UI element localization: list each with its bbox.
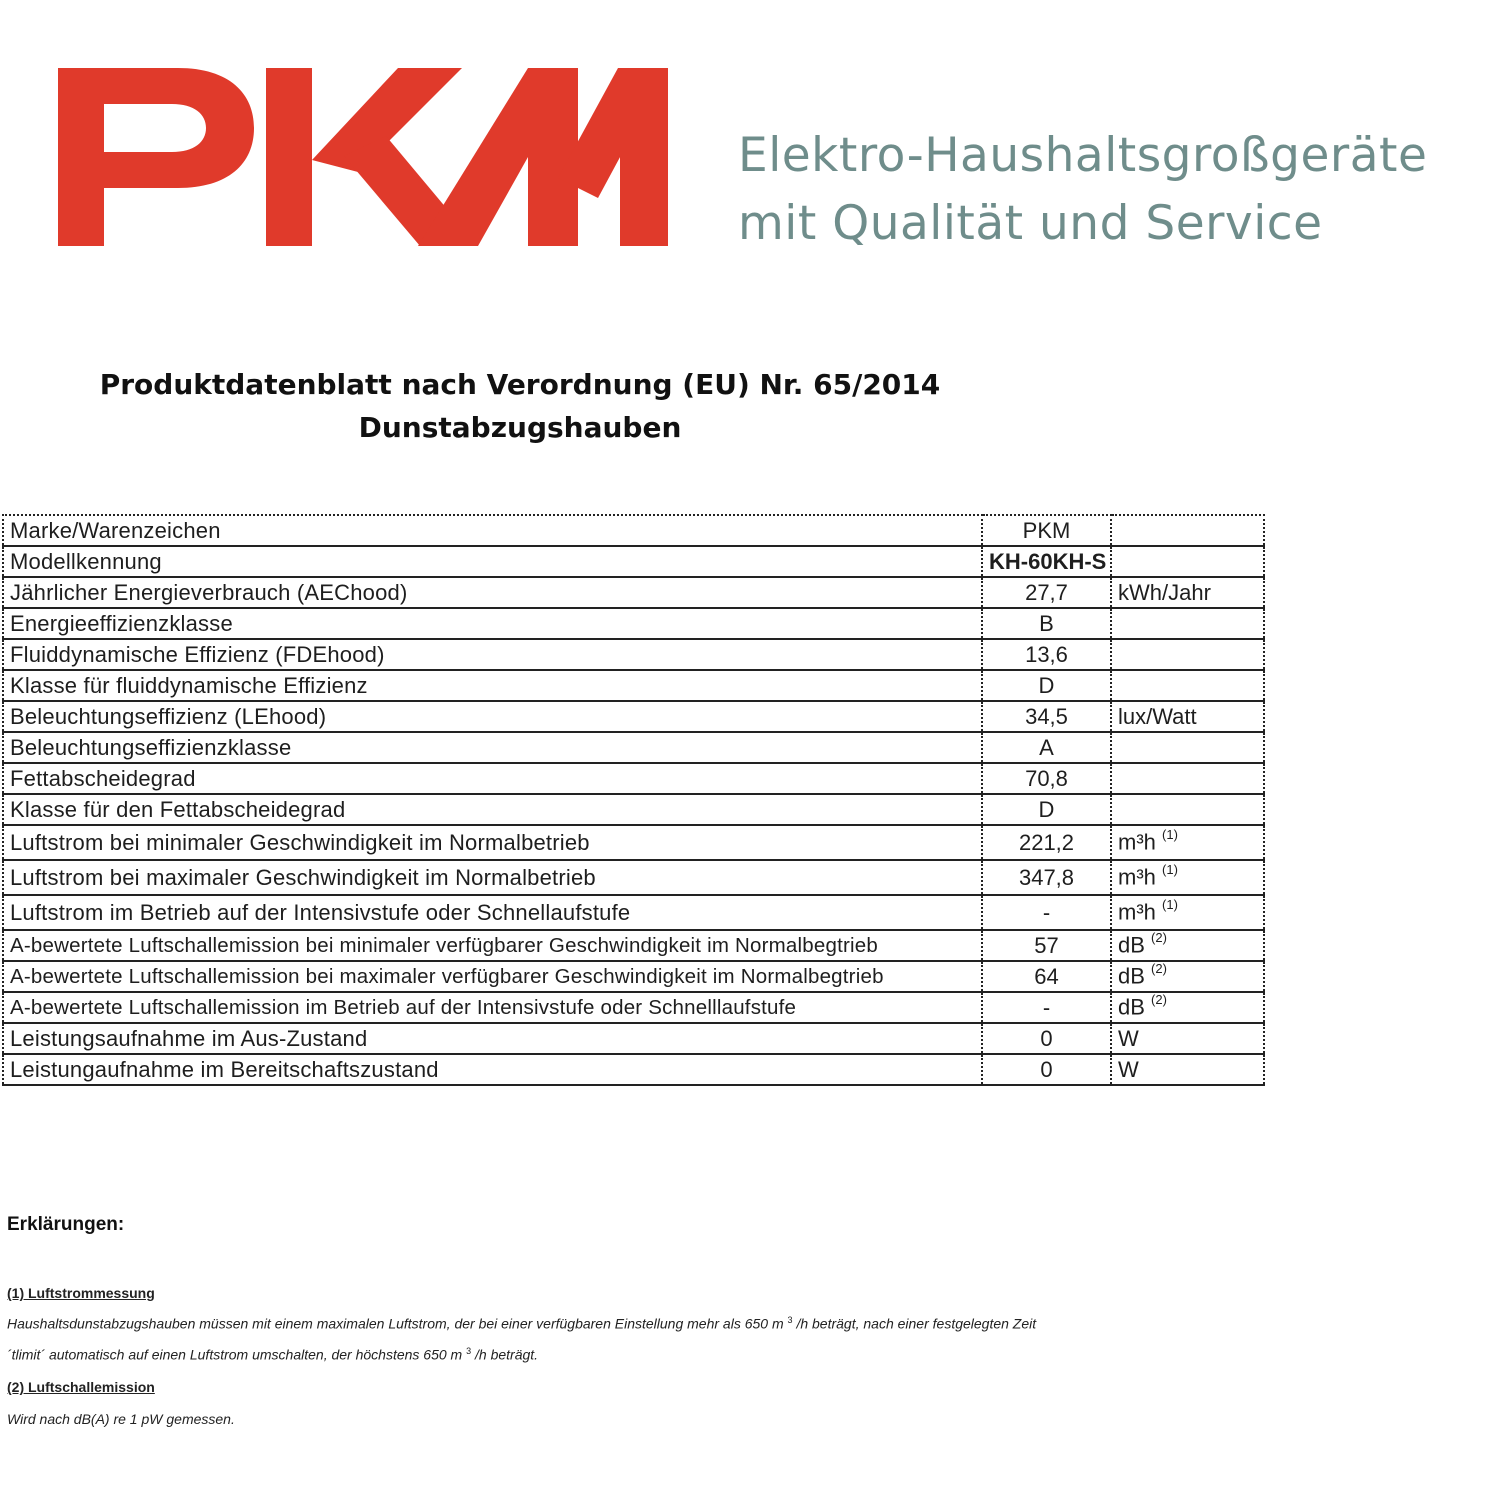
note-1-line-2-sup: 3 xyxy=(466,1346,472,1356)
row-label: Fluiddynamische Effizienz (FDEhood) xyxy=(3,639,982,670)
row-unit xyxy=(1111,701,1264,732)
row-unit xyxy=(1111,794,1264,825)
table-row xyxy=(3,895,1264,930)
row-unit xyxy=(1111,639,1264,670)
table-row xyxy=(3,860,1264,895)
note-1-line-1 xyxy=(7,1315,1036,1332)
row-unit xyxy=(1111,825,1264,860)
row-value: B xyxy=(982,608,1111,639)
row-label: Luftstrom bei maximaler Geschwindigkeit im Normalbetrieb xyxy=(3,860,982,895)
row-value: PKM xyxy=(982,515,1111,546)
table-row xyxy=(3,763,1264,794)
row-unit-text: m³h xyxy=(1118,899,1156,925)
table-row xyxy=(3,1023,1264,1054)
note-1-line-2-text: ´tlimit´ automatisch auf einen Luftstrom umschalten, der höchstens 650 m xyxy=(7,1346,463,1363)
row-unit xyxy=(1111,961,1264,992)
row-unit xyxy=(1111,670,1264,701)
row-label: Luftstrom im Betrieb auf der Intensivstufe oder Schnellaufstufe xyxy=(3,895,982,930)
document-title: Produktdatenblatt nach Verordnung (EU) Nr. 65/2014 xyxy=(99,368,941,401)
row-unit-text: W xyxy=(1118,1056,1139,1082)
row-unit-text: dB xyxy=(1118,963,1145,989)
note-1-title: (1) Luftstrommessung xyxy=(7,1285,155,1301)
table-row xyxy=(3,515,1264,546)
row-label: Energieeffizienzklasse xyxy=(3,608,982,639)
table-row xyxy=(3,670,1264,701)
note-1-line-2 xyxy=(7,1346,538,1363)
note-1-line-1-sup: 3 xyxy=(787,1315,793,1325)
table-row xyxy=(3,639,1264,670)
row-unit xyxy=(1111,763,1264,794)
tagline xyxy=(738,122,1427,258)
row-value: D xyxy=(982,670,1111,701)
row-label: Marke/Warenzeichen xyxy=(3,515,982,546)
row-label: Leistungaufnahme im Bereitschaftszustand xyxy=(3,1054,982,1085)
row-value: 70,8 xyxy=(982,763,1111,794)
row-unit-footnote: (2) xyxy=(1151,930,1167,946)
notes-section xyxy=(7,1214,124,1236)
row-label: Fettabscheidegrad xyxy=(3,763,982,794)
row-value: 64 xyxy=(982,961,1111,992)
row-label: Klasse für fluiddynamische Effizienz xyxy=(3,670,982,701)
row-unit xyxy=(1111,732,1264,763)
row-unit-text: kWh/Jahr xyxy=(1118,579,1211,605)
row-value: 57 xyxy=(982,930,1111,961)
note-1-line-1-end: /h beträgt, nach einer festgelegten Zeit xyxy=(796,1315,1037,1332)
row-unit-text: m³h xyxy=(1118,829,1156,855)
row-value: 0 xyxy=(982,1054,1111,1085)
product-data-table xyxy=(2,514,1265,1086)
row-unit-text: m³h xyxy=(1118,864,1156,890)
table-row xyxy=(3,732,1264,763)
row-unit xyxy=(1111,860,1264,895)
tagline-line-1: Elektro-Haushaltsgroßgeräte xyxy=(738,128,1428,183)
row-value: 0 xyxy=(982,1023,1111,1054)
row-unit-footnote: (1) xyxy=(1162,827,1178,843)
table-row xyxy=(3,825,1264,860)
row-unit xyxy=(1111,608,1264,639)
row-value: 347,8 xyxy=(982,860,1111,895)
row-unit-footnote: (1) xyxy=(1162,897,1178,913)
table-row xyxy=(3,961,1264,992)
row-value: 13,6 xyxy=(982,639,1111,670)
row-unit xyxy=(1111,930,1264,961)
row-unit xyxy=(1111,895,1264,930)
table-row xyxy=(3,608,1264,639)
row-label: A-bewertete Luftschallemission bei minimaler verfügbarer Geschwindigkeit im Normalbegtrieb xyxy=(3,930,982,961)
row-label: Modellkennung xyxy=(3,546,982,577)
row-unit-footnote: (2) xyxy=(1151,992,1167,1008)
pkm-logo xyxy=(58,68,668,246)
row-unit xyxy=(1111,546,1264,577)
row-label: Klasse für den Fettabscheidegrad xyxy=(3,794,982,825)
tagline-line-2: mit Qualität und Service xyxy=(738,196,1323,251)
table-row xyxy=(3,701,1264,732)
note-1-line-2-end: /h beträgt. xyxy=(475,1346,539,1363)
row-value: KH-60KH-S xyxy=(982,546,1111,577)
row-value: 27,7 xyxy=(982,577,1111,608)
table-row xyxy=(3,546,1264,577)
table-row xyxy=(3,992,1264,1023)
row-unit-footnote: (1) xyxy=(1162,862,1178,878)
row-value: - xyxy=(982,895,1111,930)
note-2-line-1: Wird nach dB(A) re 1 pW gemessen. xyxy=(7,1411,235,1427)
row-label: A-bewertete Luftschallemission bei maximaler verfügbarer Geschwindigkeit im Normalbegtrieb xyxy=(3,961,982,992)
row-unit xyxy=(1111,515,1264,546)
row-label: Beleuchtungseffizienzklasse xyxy=(3,732,982,763)
row-value: A xyxy=(982,732,1111,763)
row-unit xyxy=(1111,992,1264,1023)
document-subtitle: Dunstabzugshauben xyxy=(358,411,682,444)
row-value: 221,2 xyxy=(982,825,1111,860)
row-unit-footnote: (2) xyxy=(1151,961,1167,977)
row-value: - xyxy=(982,992,1111,1023)
row-unit xyxy=(1111,1054,1264,1085)
row-label: Luftstrom bei minimaler Geschwindigkeit im Normalbetrieb xyxy=(3,825,982,860)
row-unit-text: W xyxy=(1118,1025,1139,1051)
row-unit-text: dB xyxy=(1118,994,1145,1020)
note-2-title: (2) Luftschallemission xyxy=(7,1379,155,1395)
row-unit xyxy=(1111,1023,1264,1054)
note-1-line-1-text: Haushaltsdunstabzugshauben müssen mit einem maximalen Luftstrom, der bei einer verfügbaren Einstellung mehr als 650 m xyxy=(7,1315,784,1332)
row-label: A-bewertete Luftschallemission im Betrieb auf der Intensivstufe oder Schnelllaufstufe xyxy=(3,992,982,1023)
row-label: Beleuchtungseffizienz (LEhood) xyxy=(3,701,982,732)
table-row xyxy=(3,1054,1264,1085)
row-unit-text: lux/Watt xyxy=(1118,703,1197,729)
row-value: 34,5 xyxy=(982,701,1111,732)
row-unit-text: dB xyxy=(1118,932,1145,958)
row-value: D xyxy=(982,794,1111,825)
table-row xyxy=(3,577,1264,608)
row-label: Jährlicher Energieverbrauch (AEChood) xyxy=(3,577,982,608)
notes-heading: Erklärungen: xyxy=(7,1214,125,1235)
table-row xyxy=(3,794,1264,825)
row-label: Leistungsaufnahme im Aus-Zustand xyxy=(3,1023,982,1054)
row-unit xyxy=(1111,577,1264,608)
table-row xyxy=(3,930,1264,961)
